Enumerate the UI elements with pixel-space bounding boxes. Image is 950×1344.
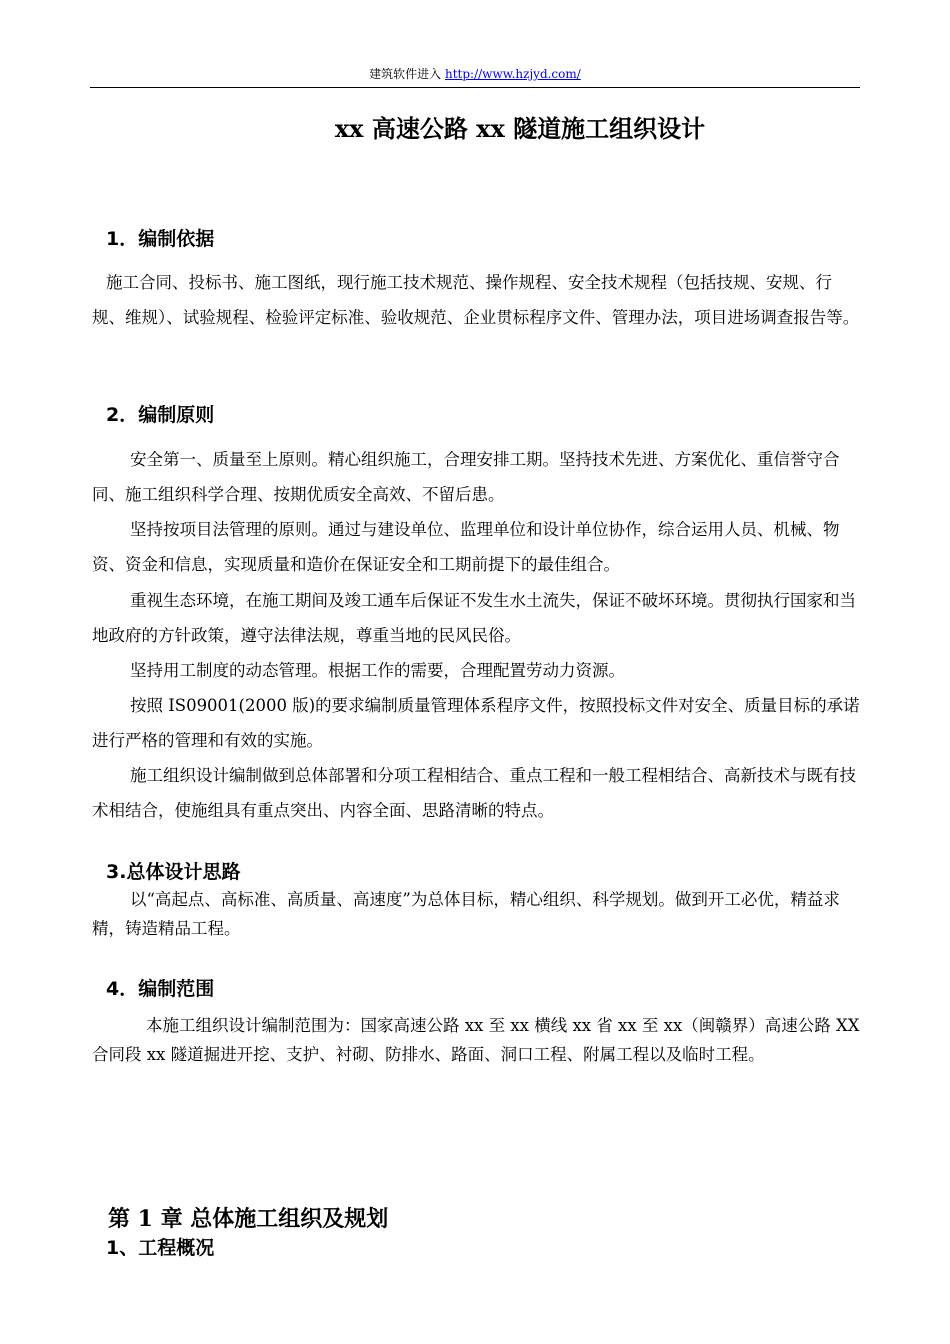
section-1-heading: 1．编制依据 [106,228,215,250]
section-4-paragraph: 本施工组织设计编制范围为：国家高速公路 xx 至 xx 横线 xx 省 xx 至 xx（闽赣界）高速公路 XX 合同段 xx 隧道掘进开挖、支护、衬砌、防排水、路面、洞口工程、附属工程以及临时工程。 [92,1016,860,1064]
section-3-paragraph: 以“高起点、高标准、高质量、高速度”为总体目标，精心组织、科学规划。做到开工必优，精益求精，铸造精品工程。 [92,890,840,938]
page-header [90,66,860,82]
section-2-paragraph-2: 坚持按项目法管理的原则。通过与建设单位、监理单位和设计单位协作，综合运用人员、机械、物资、资金和信息，实现质量和造价在保证安全和工期前提下的最佳组合。 [92,520,840,574]
section-2-heading: 2．编制原则 [106,404,215,426]
section-2-paragraph-1: 安全第一、质量至上原则。精心组织施工，合理安排工期。坚持技术先进、方案优化、重信誉守合同、施工组织科学合理、按期优质安全高效、不留后患。 [92,450,840,504]
section-3-heading: 3.总体设计思路 [106,861,241,883]
chapter-title: 第 1 章 总体施工组织及规划 [108,1206,389,1232]
header-link[interactable]: http://www.hzjyd.com/ [445,67,581,81]
chapter-subheading: 1、工程概况 [106,1237,215,1259]
section-4-heading: 4．编制范围 [106,978,215,1000]
section-2-paragraph-3: 重视生态环境，在施工期间及竣工通车后保证不发生水土流失，保证不破坏环境。贯彻执行国家和当地政府的方针政策，遵守法律法规，尊重当地的民风民俗。 [92,591,856,645]
header-divider [90,87,860,88]
document-title: xx 高速公路 xx 隧道施工组织设计 [334,114,706,143]
header-text: 建筑软件进入 [369,67,445,81]
section-1-paragraph: 施工合同、投标书、施工图纸，现行施工技术规范、操作规程、安全技术规程（包括技规、安规、行规、维规）、试验规程、检验评定标准、验收规范、企业贯标程序文件、管理办法，项目进场调查报告等。 [92,273,860,327]
section-2-paragraph-4: 坚持用工制度的动态管理。根据工作的需要，合理配置劳动力资源。 [130,661,625,680]
section-2-paragraph-6: 施工组织设计编制做到总体部署和分项工程相结合、重点工程和一般工程相结合、高新技术与既有技术相结合，使施组具有重点突出、内容全面、思路清晰的特点。 [92,766,856,820]
section-2-paragraph-5: 按照 IS09001(2000 版)的要求编制质量管理体系程序文件，按照投标文件对安全、质量目标的承诺进行严格的管理和有效的实施。 [92,696,860,750]
